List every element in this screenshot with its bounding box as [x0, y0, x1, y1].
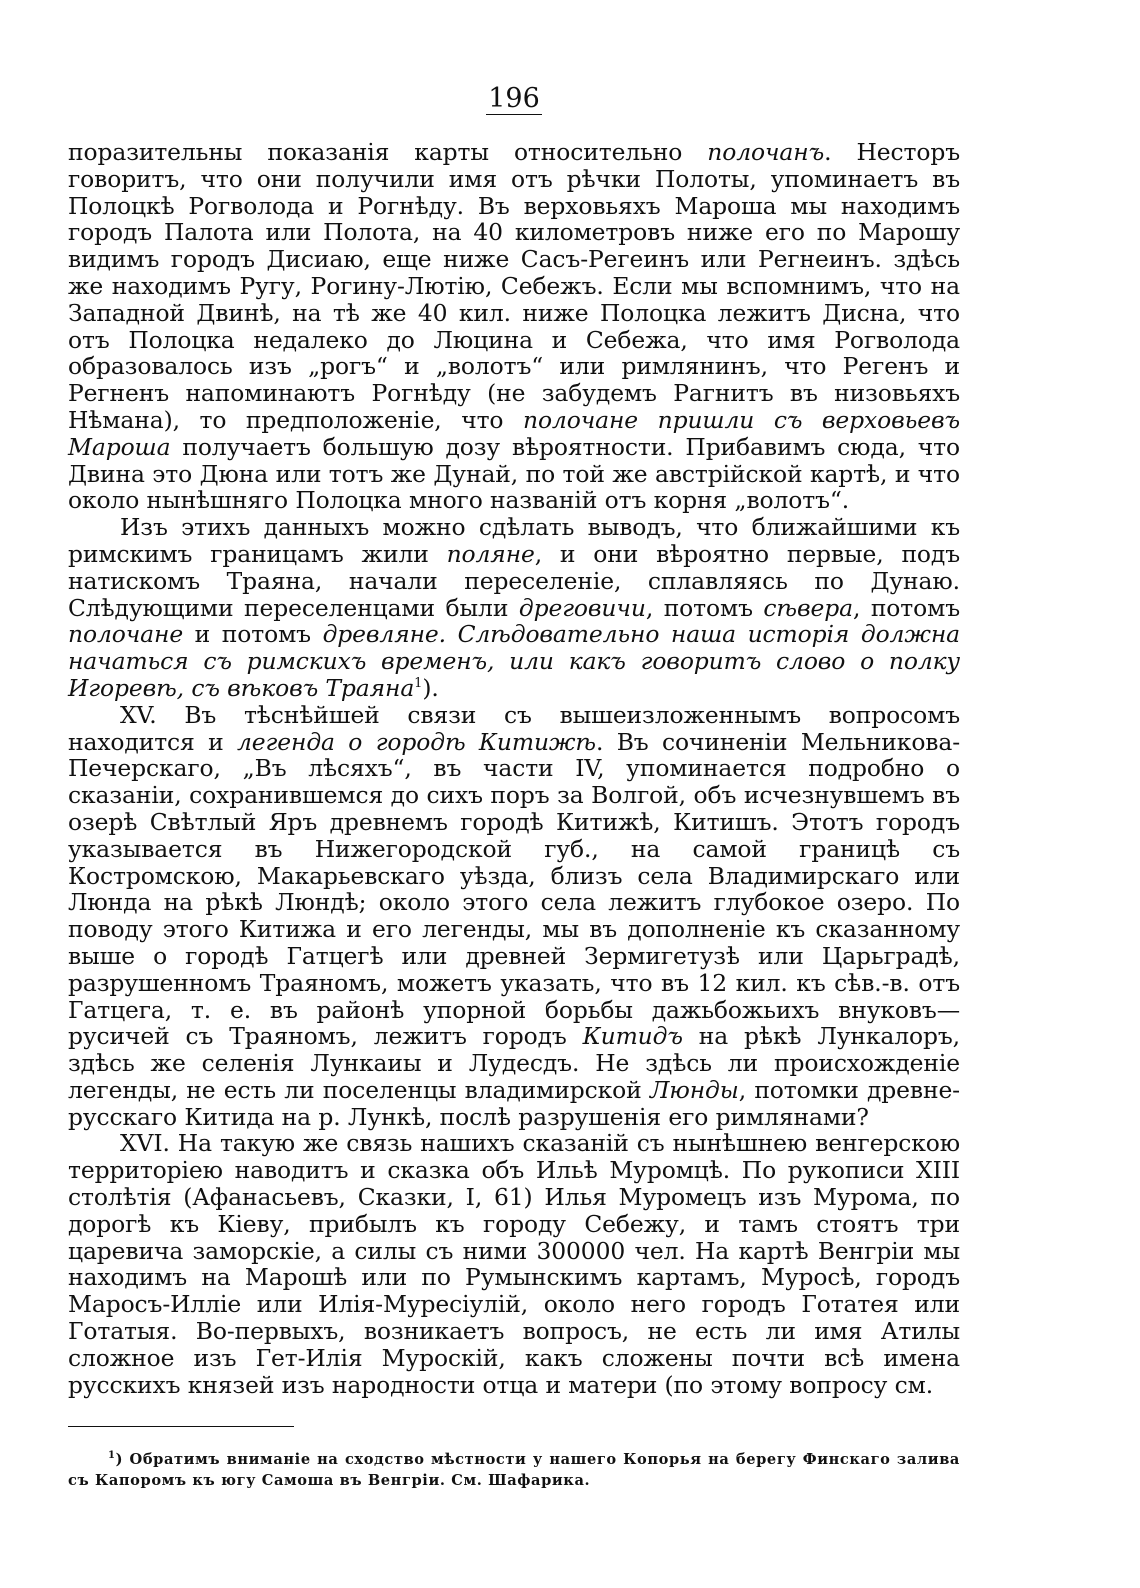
document-page: [68, 85, 960, 1491]
footnote-marker: 1: [108, 1450, 116, 1462]
paragraph-section-xvi: XVI. На такую же связь нашихъ сказаній съ нынѣшнею венгерскою территоріею наводитъ и сказка объ Ильѣ Муромцѣ. По рукописи XIII столѣтія (Афанасьевъ, Сказки, I, 61) Илья Муромецъ изъ Мурома, по дорогѣ къ Кіеву, прибылъ къ городу Себежу, и тамъ стоятъ три царевича заморскіе, а силы съ ними 300000 чел. На картѣ Венгріи мы находимъ на Марошѣ или по Румынскимъ картамъ, Муросѣ, городъ Маросъ-Илліе или Илія-Муресіулій, около него городъ Готатея или Готатыя. Во-первыхъ, возникаетъ вопросъ, не есть ли имя Атилы сложное изъ Гет-Илія Муроскій, какъ сложены почти всѣ имена русскихъ князей изъ народности отца и матери (по этому вопросу см.: [68, 1129, 960, 1399]
paragraph-conclusion: Изъ этихъ данныхъ можно сдѣлать выводъ, что ближайшими къ римскимъ границамъ жили поляне, и они вѣроятно первые, подъ натискомъ Траяна, начали переселеніе, сплавляясь по Дунаю. Слѣдующими переселенцами были дреговичи, потомъ сѣвера, потомъ полочане и потомъ древляне. Слѣдовательно наша исторія должна начаться съ римскихъ временъ, или какъ говоритъ слово о полку Игоревѣ, съ вѣковъ Траяна$^1$).: [68, 513, 960, 702]
footnote: [68, 1445, 960, 1491]
paragraph-section-xv: XV. Въ тѣснѣйшей связи съ вышеизложеннымъ вопросомъ находится и легенда о городѣ Китижѣ. Въ сочиненіи Мельникова-Печерскаго, „Въ лѣсяхъ“, въ части IV, упоминается подробно о сказаніи, сохранившемся до сихъ поръ за Волгой, объ исчезнувшемъ въ озерѣ Свѣтлый Яръ древнемъ городѣ Китижѣ, Китишъ. Этотъ городъ указывается въ Нижегородской губ., на самой границѣ съ Костромскою, Макарьевскаго уѣзда, близъ села Владимирскаго или Люнда на рѣкѣ Люндѣ; около этого села лежитъ глубокое озеро. По поводу этого Китижа и его легенды, мы въ дополненіе къ сказанному выше о городѣ Гатцегѣ или древней Зермигетузѣ или Царьградѣ, разрушенномъ Траяномъ, можетъ указать, что въ 12 кил. къ сѣв.-в. отъ Гатцега, т. е. въ районѣ упорной борьбы дажьбожьихъ внуковъ—русичей съ Траяномъ, лежитъ городъ Китидъ на рѣкѣ Лункалоръ, здѣсь же селенія Лункаиы и Лудесдъ. Не здѣсь ли происхожденіе легенды, не есть ли поселенцы владимирской Люнды, потомки древне-русскаго Китида на р. Лункѣ, послѣ разрушенія его римлянами?: [68, 700, 961, 1131]
paragraph-polochane: поразительны показанія карты относительно полочанъ. Несторъ говоритъ, что они получили имя отъ рѣчки Полоты, упоминаетъ въ Полоцкѣ Рогволода и Рогнѣду. Въ верховьяхъ Мароша мы находимъ городъ Палота или Полота, на 40 километровъ ниже его по Марошу видимъ городъ Дисиаю, еще ниже Сасъ-Регеинъ или Регнеинъ. здѣсь же находимъ Ругу, Рогину-Лютію, Себежъ. Если мы вспомнимъ, что на Западной Двинѣ, на тѣ же 40 кил. ниже Полоцка лежитъ Дисна, что отъ Полоцка недалеко до Люцина и Себежа, что имя Рогволода образовалось изъ „рогъ“ и „волотъ“ или римлянинъ, что Регенъ и Регненъ напоминаютъ Рогнѣду (не забудемъ Рагнитъ въ низовьяхъ Нѣмана), то предположеніе, что полочане пришли съ верховьевъ Мароша получаетъ большую дозу вѣроятности. Прибавимъ сюда, что Двина это Дюна или тотъ же Дунай, по той же австрійской картѣ, и что около нынѣшняго Полоцка много названій отъ корня „волотъ“.: [68, 138, 960, 515]
body-text: [68, 139, 960, 1398]
footnote-reference: 1: [414, 676, 423, 692]
footnote-text: ) Обратимъ вниманіе на сходство мѣстности у нашего Копорья на берегу Финскаго залива съ Капоромъ къ югу Самоша въ Венгріи. См. Шафарика.: [68, 1451, 960, 1490]
page-number: 196: [488, 83, 540, 114]
footnote-divider: [68, 1426, 294, 1427]
